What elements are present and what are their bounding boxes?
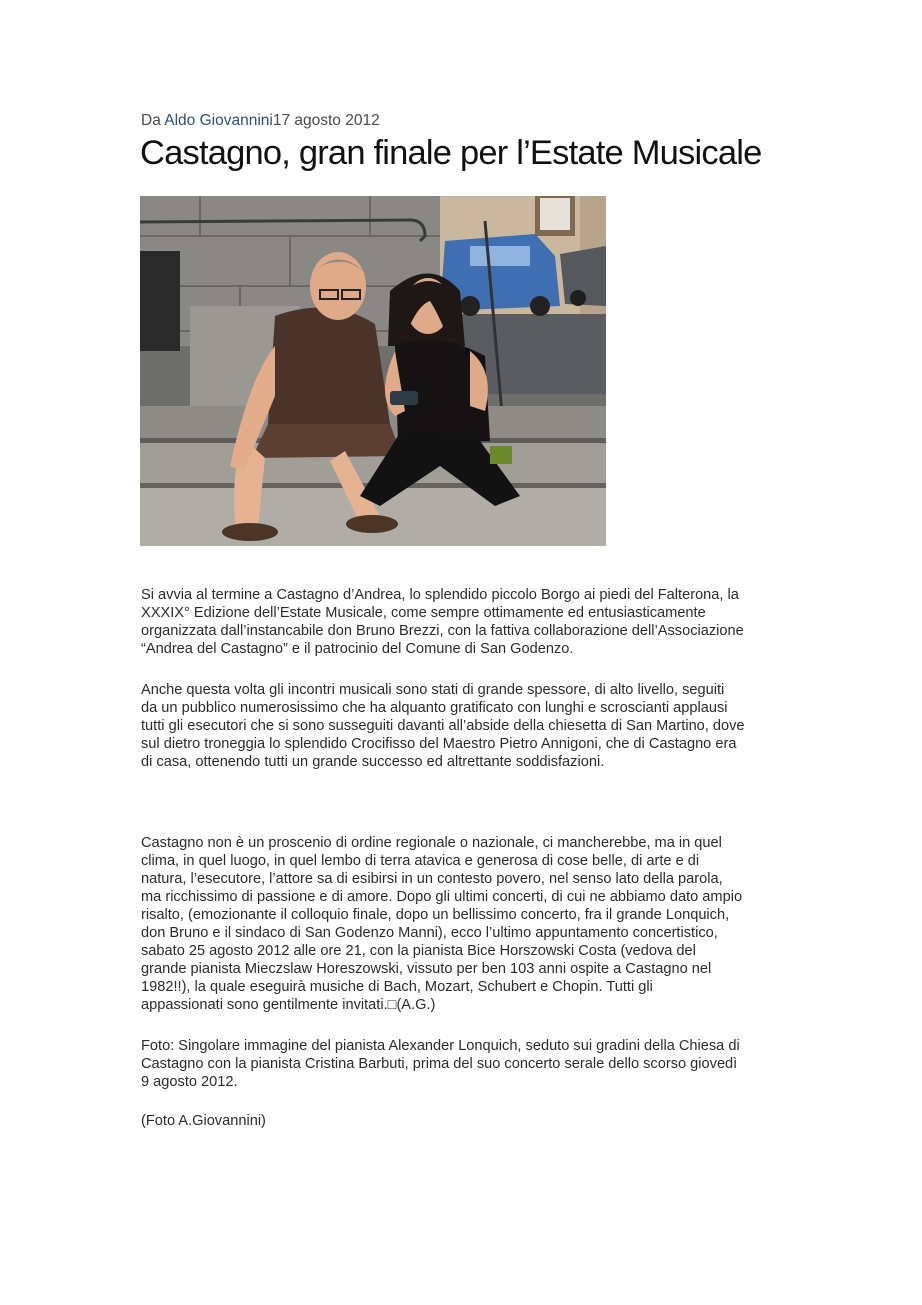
text-line: sabato 25 agosto 2012 alle ore 21, con la pianista Bice Horszowski Costa (vedova del bbox=[141, 943, 696, 959]
paragraph-2 bbox=[141, 681, 801, 771]
photo-caption bbox=[141, 1037, 801, 1091]
text-line: risalto, (emozionante il colloquio finale, dopo un bellissimo concerto, fra il grande Lonquich, bbox=[141, 907, 730, 923]
text-line: da un pubblico numerosissimo che ha alquanto gratificato con lunghi e scroscianti applausi bbox=[141, 700, 728, 716]
text-line: Si avvia al termine a Castagno d’Andrea, lo splendido piccolo Borgo ai piedi del Falterona, la bbox=[141, 587, 739, 603]
text-line: natura, l’esecutore, l’attore sa di esibirsi in un contesto povero, nel senso lato della parola, bbox=[141, 871, 723, 887]
author-link[interactable]: Aldo Giovannini bbox=[164, 112, 273, 129]
article-byline bbox=[141, 112, 380, 130]
article-title: Castagno, gran finale per l’Estate Musicale bbox=[140, 134, 762, 172]
text-line: Anche questa volta gli incontri musicali sono stati di grande spessore, di alto livello, seguiti bbox=[141, 682, 725, 698]
text-line: tutti gli esecutori che si sono susseguiti davanti all’abside della chiesetta di San Martino, dove bbox=[141, 718, 745, 734]
text-line: don Bruno e il sindaco di San Godenzo Manni), ecco l’ultimo appuntamento concertistico, bbox=[141, 925, 718, 941]
photo-credit bbox=[141, 1112, 801, 1130]
text-line: grande pianista Mieczslaw Horeszowski, vissuto per ben 103 anni ospite a Castagno nel bbox=[141, 961, 712, 977]
article-date: 17 agosto 2012 bbox=[272, 112, 380, 129]
byline-prefix: Da bbox=[141, 112, 165, 129]
text-line: sul dietro troneggia lo splendido Crocifisso del Maestro Pietro Annigoni, che di Castagno era bbox=[141, 736, 737, 752]
text-line: clima, in quel luogo, in quel lembo di terra atavica e generosa di cose belle, di arte e di bbox=[141, 853, 700, 869]
text-line: organizzata dall’instancabile don Bruno Brezzi, con la fattiva collaborazione dell’Associazione bbox=[141, 623, 744, 639]
paragraph-3 bbox=[141, 834, 801, 1014]
text-line: appassionati sono gentilmente invitati.□(A.G.) bbox=[141, 997, 436, 1013]
text-line: 9 agosto 2012. bbox=[141, 1074, 238, 1090]
text-line: “Andrea del Castagno” e il patrocinio del Comune di San Godenzo. bbox=[141, 641, 574, 657]
text-line: (Foto A.Giovannini) bbox=[141, 1113, 266, 1129]
text-line: Castagno con la pianista Cristina Barbuti, prima del suo concerto serale dello scorso giovedì bbox=[141, 1056, 738, 1072]
article-photo bbox=[140, 196, 606, 546]
text-line: ma ricchissimo di passione e di amore. Dopo gli ultimi concerti, di cui ne abbiamo dato ampio bbox=[141, 889, 743, 905]
text-line: XXXIX° Edizione dell’Estate Musicale, come sempre ottimamente ed entusiasticamente bbox=[141, 605, 706, 621]
text-line: 1982!!), la quale eseguirà musiche di Bach, Mozart, Schubert e Chopin. Tutti gli bbox=[141, 979, 653, 995]
paragraph-1 bbox=[141, 586, 801, 658]
text-line: di casa, ottenendo tutti un grande successo ed altrettante soddisfazioni. bbox=[141, 754, 605, 770]
text-line: Castagno non è un proscenio di ordine regionale o nazionale, ci mancherebbe, ma in quel bbox=[141, 835, 722, 851]
text-line: Foto: Singolare immagine del pianista Alexander Lonquich, seduto sui gradini della Chiesa di bbox=[141, 1038, 740, 1054]
